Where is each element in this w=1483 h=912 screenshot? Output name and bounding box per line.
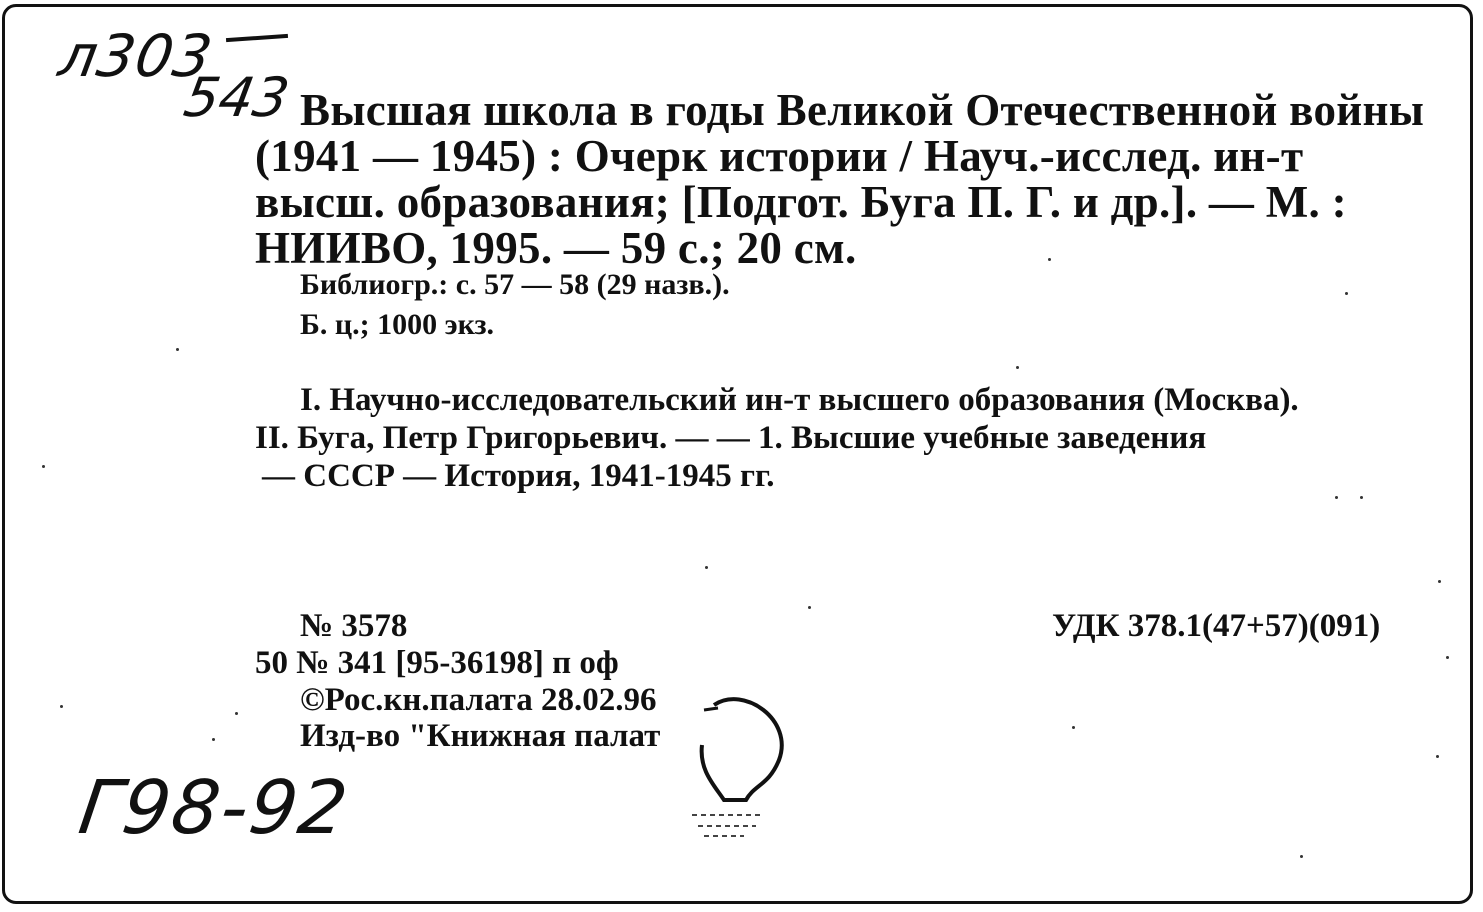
- punch-hole-stamp: [684, 690, 794, 840]
- udc-code: УДК 378.1(47+57)(091): [1052, 608, 1381, 644]
- handwritten-inventory-number: Г98-92: [73, 765, 355, 851]
- handwritten-shelfmark: л303: [54, 22, 218, 90]
- scan-speck: [1360, 496, 1363, 499]
- scan-speck: [1446, 656, 1449, 659]
- card-number: № 3578: [300, 608, 408, 644]
- scan-speck: [1335, 496, 1338, 499]
- scan-speck: [808, 606, 811, 609]
- scan-speck: [212, 738, 215, 741]
- title-line-3: высш. образования; [Подгот. Буга П. Г. и др.]. — М. :: [255, 177, 1347, 227]
- scan-speck: [1436, 755, 1439, 758]
- subject-line-3: — СССР — История, 1941-1945 гг.: [262, 458, 775, 494]
- scan-speck: [176, 348, 179, 351]
- bibliography-note: Библиогр.: с. 57 — 58 (29 назв.).: [300, 268, 730, 301]
- scan-speck: [1300, 855, 1303, 858]
- scan-speck: [705, 566, 708, 569]
- scan-speck: [1016, 366, 1019, 369]
- subject-line-1: I. Научно-исследовательский ин-т высшего образования (Москва).: [300, 382, 1299, 418]
- scan-speck: [1072, 726, 1075, 729]
- copyright-line: ©Рос.кн.палата 28.02.96: [300, 682, 657, 718]
- handwritten-shelfmark-number: 543: [179, 66, 294, 129]
- publisher-line: Изд-во "Книжная палат: [300, 718, 661, 754]
- price-note: Б. ц.; 1000 экз.: [300, 308, 495, 341]
- scan-speck: [42, 465, 45, 468]
- scan-speck: [60, 705, 63, 708]
- scan-speck: [1438, 580, 1441, 583]
- order-number: 50 № 341 [95-36198] п оф: [255, 645, 619, 681]
- subject-line-2: II. Буга, Петр Григорьевич. — — 1. Высшие учебные заведения: [255, 420, 1207, 456]
- scan-speck: [1345, 292, 1348, 295]
- title-line-2: (1941 — 1945) : Очерк истории / Науч.-исслед. ин-т: [255, 131, 1304, 181]
- title-line-1: Высшая школа в годы Великой Отечественной войны: [300, 85, 1425, 135]
- scan-speck: [235, 712, 238, 715]
- scan-speck: [1048, 258, 1051, 261]
- title-line-4: НИИВО, 1995. — 59 с.; 20 см.: [255, 223, 857, 273]
